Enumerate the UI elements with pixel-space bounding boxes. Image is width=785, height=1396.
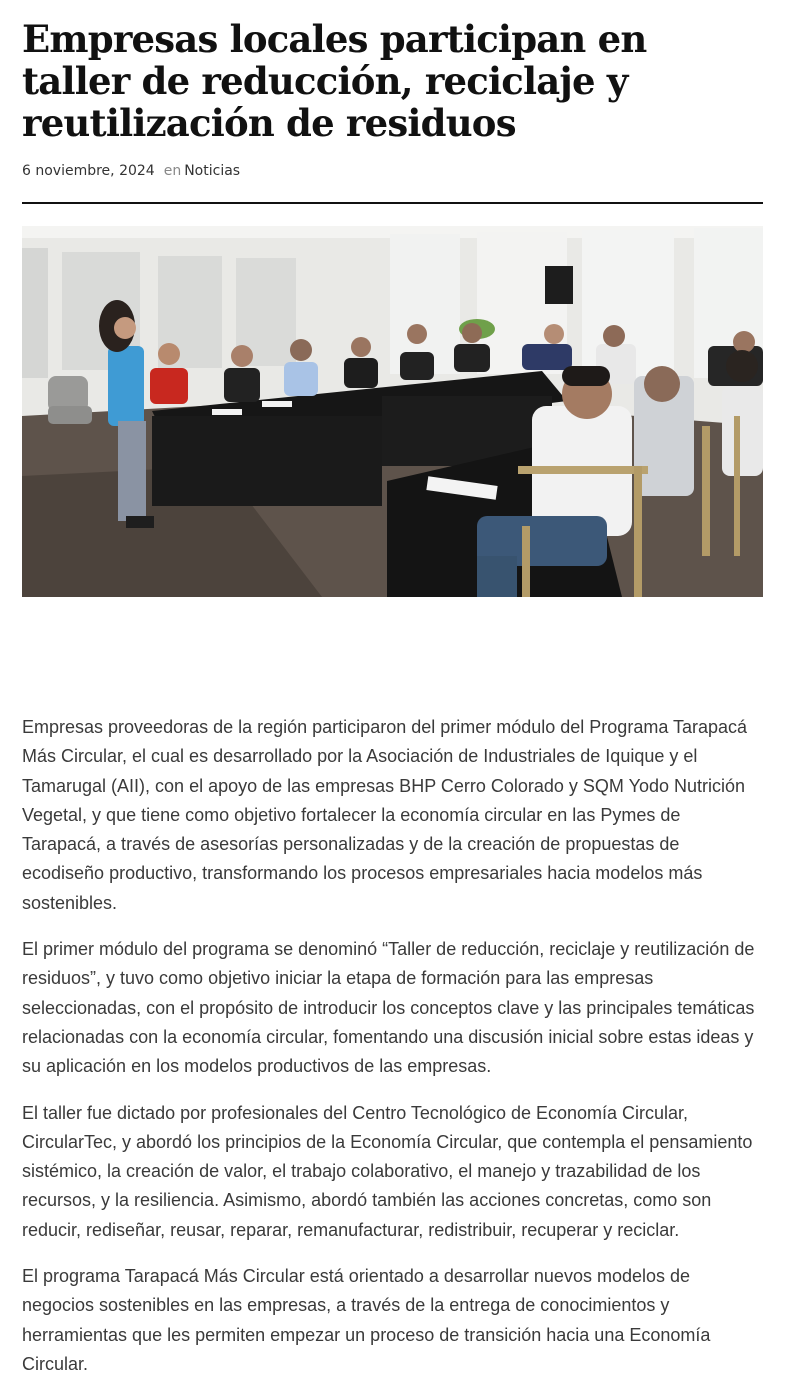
- article-meta: [22, 161, 763, 181]
- category-prefix: en: [163, 163, 182, 179]
- article-body: [22, 713, 763, 1379]
- article-title: Empresas locales participan en taller de reducción, reciclaje y reutilización de residuos: [22, 17, 647, 145]
- article: [22, 0, 763, 1379]
- workshop-photo-icon: [22, 226, 763, 597]
- paragraph: Empresas proveedoras de la región participaron del primer módulo del Programa Tarapacá Más Circular, el cual es desarrollado por la Asociación de Industriales de Iquique y el Tamarugal (AII), con el apoyo de las empresas BHP Cerro Colorado y SQM Yodo Nutrición Vegetal, y que tiene como objetivo fortalecer la economía circular en las Pymes de Tarapacá, a través de asesorías personalizadas y de la creación de propuestas de ecodiseño productivo, transformando los procesos empresariales hacia modelos más sostenibles.: [22, 717, 748, 913]
- featured-image: [22, 226, 763, 597]
- title-divider: [22, 202, 763, 204]
- category-link[interactable]: Noticias: [184, 163, 241, 179]
- publish-date: 6 noviembre, 2024: [22, 163, 155, 179]
- paragraph: El taller fue dictado por profesionales del Centro Tecnológico de Economía Circular, CircularTec, y abordó los principios de la Economía Circular, que contempla el pensamiento sistémico, la creación de valor, el trabajo colaborativo, el manejo y trazabilidad de los recursos, y la resiliencia. Asimismo, abordó también las acciones concretas, como son reducir, rediseñar, reusar, reparar, remanufacturar, redistribuir, recuperar y reciclar.: [22, 1102, 753, 1240]
- paragraph: El programa Tarapacá Más Circular está orientado a desarrollar nuevos modelos de negocios sostenibles en las empresas, a través de la entrega de conocimientos y herramientas que les permiten empezar un proceso de transición hacia una Economía Circular.: [22, 1266, 711, 1374]
- paragraph: El primer módulo del programa se denominó “Taller de reducción, reciclaje y reutilización de residuos”, y tuvo como objetivo iniciar la etapa de formación para las empresas seleccionadas, con el propósito de introducir los conceptos clave y las principales temáticas relacionadas con la economía circular, fomentando una discusión inicial sobre estas ideas y su aplicación en los modelos productivos de las empresas.: [22, 939, 755, 1077]
